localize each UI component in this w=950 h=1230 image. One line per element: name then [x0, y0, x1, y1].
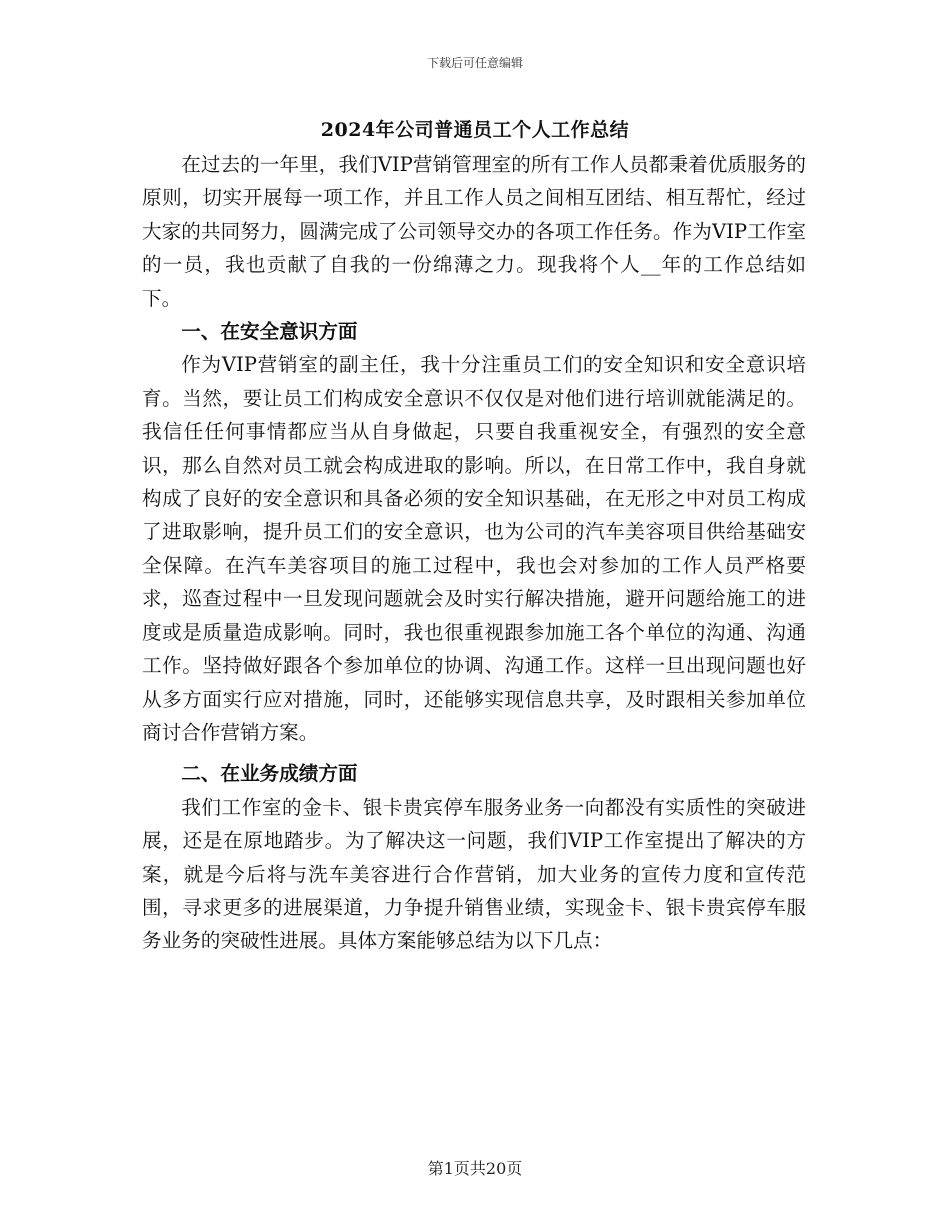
- document-title: 2024年公司普通员工个人工作总结: [320, 119, 630, 141]
- section-heading-safety: 一、在安全意识方面: [181, 320, 358, 344]
- section-paragraph-performance: 我们工作室的金卡、银卡贵宾停车服务业务一向都没有实质性的突破进展，还是在原地踏步。为了解决这一问题，我们VIP工作室提出了解决的方案，就是今后将与洗车美容进行合作营销，加大业务的宣传力度和宣传范围，寻求更多的进展渠道，力争提升销售业绩，实现金卡、银卡贵宾停车服务业务的突破性进展。具体方案能够总结为以下几点：: [142, 795, 806, 953]
- section-paragraph-safety: 作为VIP营销室的副主任，我十分注重员工们的安全知识和安全意识培育。当然，要让员工们构成安全意识不仅仅是对他们进行培训就能满足的。我信任任何事情都应当从自身做起，只要自我重视安全，有强烈的安全意识，那么自然对员工就会构成进取的影响。所以，在日常工作中，我自身就构成了良好的安全意识和具备必须的安全知识基础，在无形之中对员工构成了进取影响，提升员工们的安全意识，也为公司的汽车美容项目供给基础安全保障。在汽车美容项目的施工过程中，我也会对参加的工作人员严格要求，巡查过程中一旦发现问题就会及时实行解决措施，避开问题给施工的进度或是质量造成影响。同时，我也很重视跟参加施工各个单位的沟通、沟通工作。坚持做好跟各个参加单位的协调、沟通工作。这样一旦出现问题也好从多方面实行应对措施，同时，还能够实现信息共享，及时跟相关参加单位商讨合作营销方案。: [142, 353, 806, 744]
- document-body: [142, 148, 806, 958]
- intro-paragraph: 在过去的一年里，我们VIP营销管理室的所有工作人员都秉着优质服务的原则，切实开展每一项工作，并且工作人员之间相互团结、相互帮忙，经过大家的共同努力，圆满完成了公司领导交办的各项工作任务。作为VIP工作室的一员，我也贡献了自我的一份绵薄之力。现我将个人__年的工作总结如下。: [142, 153, 806, 310]
- section-heading-performance: 二、在业务成绩方面: [181, 762, 358, 786]
- page-header: 下载后可任意编辑: [426, 56, 523, 70]
- page-footer: 第1页共20页: [427, 1159, 523, 1178]
